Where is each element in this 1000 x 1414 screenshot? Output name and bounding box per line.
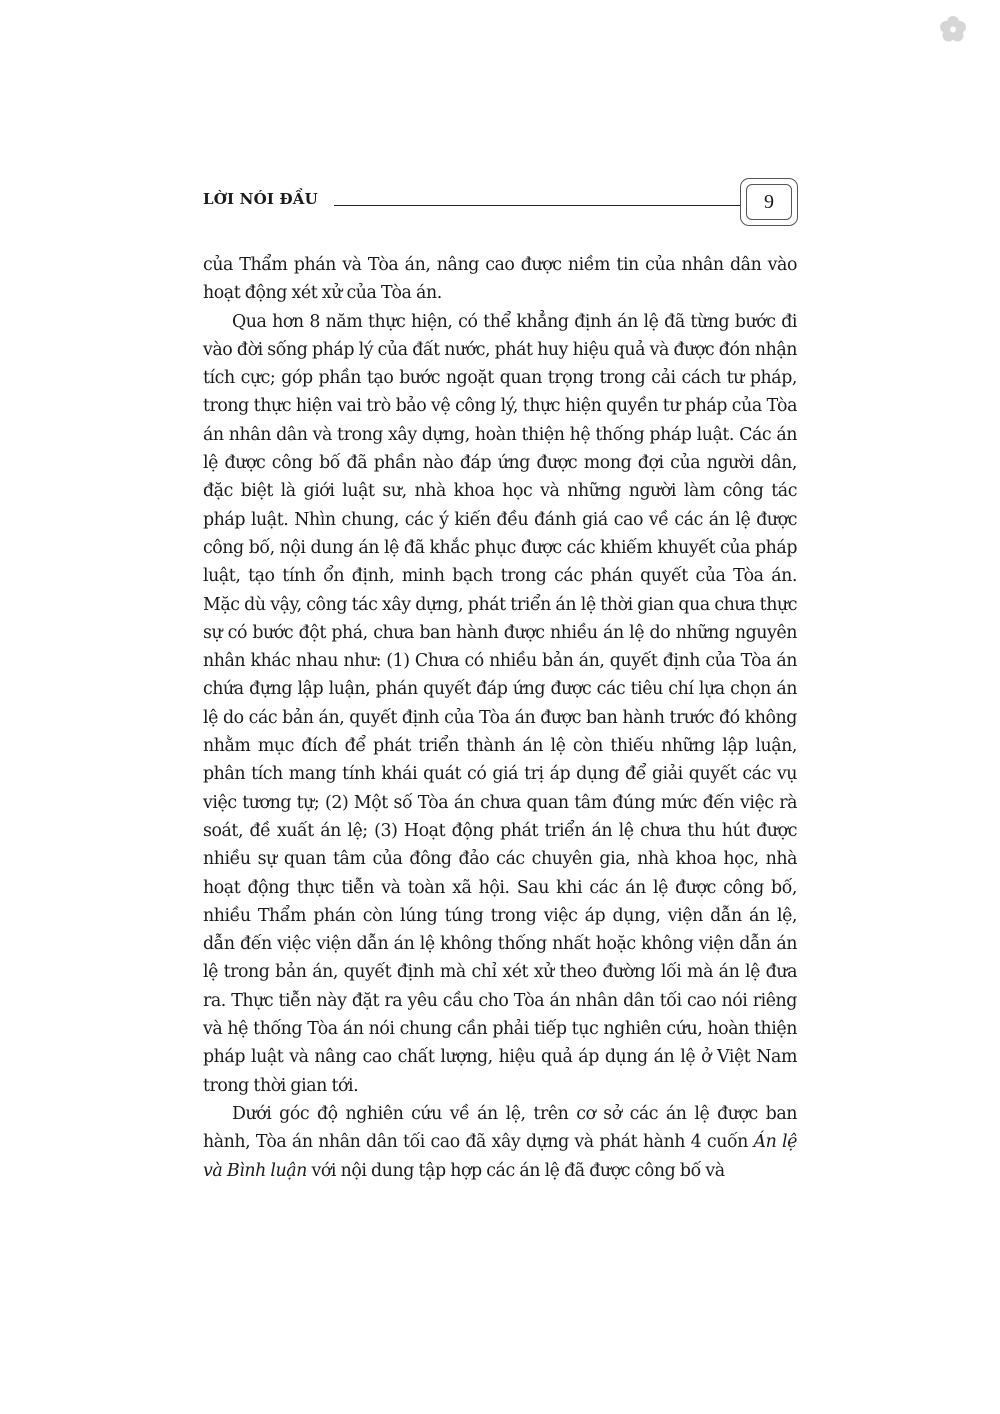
section-title: LỜI NÓI ĐẦU bbox=[203, 190, 318, 208]
page-header bbox=[203, 178, 800, 228]
page-number-box bbox=[740, 178, 798, 226]
page-number: 9 bbox=[746, 184, 792, 220]
paragraph-3 bbox=[203, 1100, 797, 1185]
paragraph-3-lead: Dưới góc độ nghiên cứu về án lệ, trên cơ sở các án lệ được ban hành, Tòa án nhân dân tối cao đã xây dựng và phát hành 4 cuốn bbox=[203, 1103, 797, 1153]
flower-ornament-icon bbox=[938, 14, 968, 44]
paragraph-2: Qua hơn 8 năm thực hiện, có thể khẳng định án lệ đã từng bước đi vào đời sống pháp lý của đất nước, phát huy hiệu quả và được đón nhận tích cực; góp phần tạo bước ngoặt quan trọng trong cải cách tư pháp, trong thực hiện vai trò bảo vệ công lý, thực hiện quyền tư pháp của Tòa án nhân dân và trong xây dựng, hoàn thiện hệ thống pháp luật. Các án lệ được công bố đã phần nào đáp ứng được mong đợi của người dân, đặc biệt là giới luật sư, nhà khoa học và những người làm công tác pháp luật. Nhìn chung, các ý kiến đều đánh giá cao về các án lệ được công bố, nội dung án lệ đã khắc phục được các khiếm khuyết của pháp luật, tạo tính ổn định, minh bạch trong các phán quyết của Tòa án. Mặc dù vậy, công tác xây dựng, phát triển án lệ thời gian qua chưa thực sự có bước đột phá, chưa ban hành được nhiều án lệ do những nguyên nhân khác nhau như: (1) Chưa có nhiều bản án, quyết định của Tòa án chứa đựng lập luận, phán quyết đáp ứng được các tiêu chí lựa chọn án lệ do các bản án, quyết định của Tòa án được ban hành trước đó không nhằm mục đích để phát triển thành án lệ còn thiếu những lập luận, phân tích mang tính khái quát có giá trị áp dụng để giải quyết các vụ việc tương tự; (2) Một số Tòa án chưa quan tâm đúng mức đến việc rà soát, đề xuất án lệ; (3) Hoạt động phát triển án lệ chưa thu hút được nhiều sự quan tâm của đông đảo các chuyên gia, nhà khoa học, nhà hoạt động thực tiễn và toàn xã hội. Sau khi các án lệ được công bố, nhiều Thẩm phán còn lúng túng trong việc áp dụng, viện dẫn án lệ, dẫn đến việc viện dẫn án lệ không thống nhất hoặc không viện dẫn án lệ trong bản án, quyết định mà chỉ xét xử theo đường lối mà án lệ đưa ra. Thực tiễn này đặt ra yêu cầu cho Tòa án nhân dân tối cao nói riêng và hệ thống Tòa án nói chung cần phải tiếp tục nghiên cứu, hoàn thiện pháp luật và nâng cao chất lượng, hiệu quả áp dụng án lệ ở Việt Nam trong thời gian tới. bbox=[203, 311, 797, 1096]
book-title: Án lệ và Bình luận bbox=[203, 1132, 797, 1181]
header-rule bbox=[334, 205, 740, 206]
paragraph-1: của Thẩm phán và Tòa án, nâng cao được niềm tin của nhân dân vào hoạt động xét xử của Tòa án. bbox=[203, 255, 797, 304]
body-text bbox=[203, 251, 797, 1185]
paragraph-3-tail: với nội dung tập hợp các án lệ đã được công bố và bbox=[306, 1160, 725, 1181]
